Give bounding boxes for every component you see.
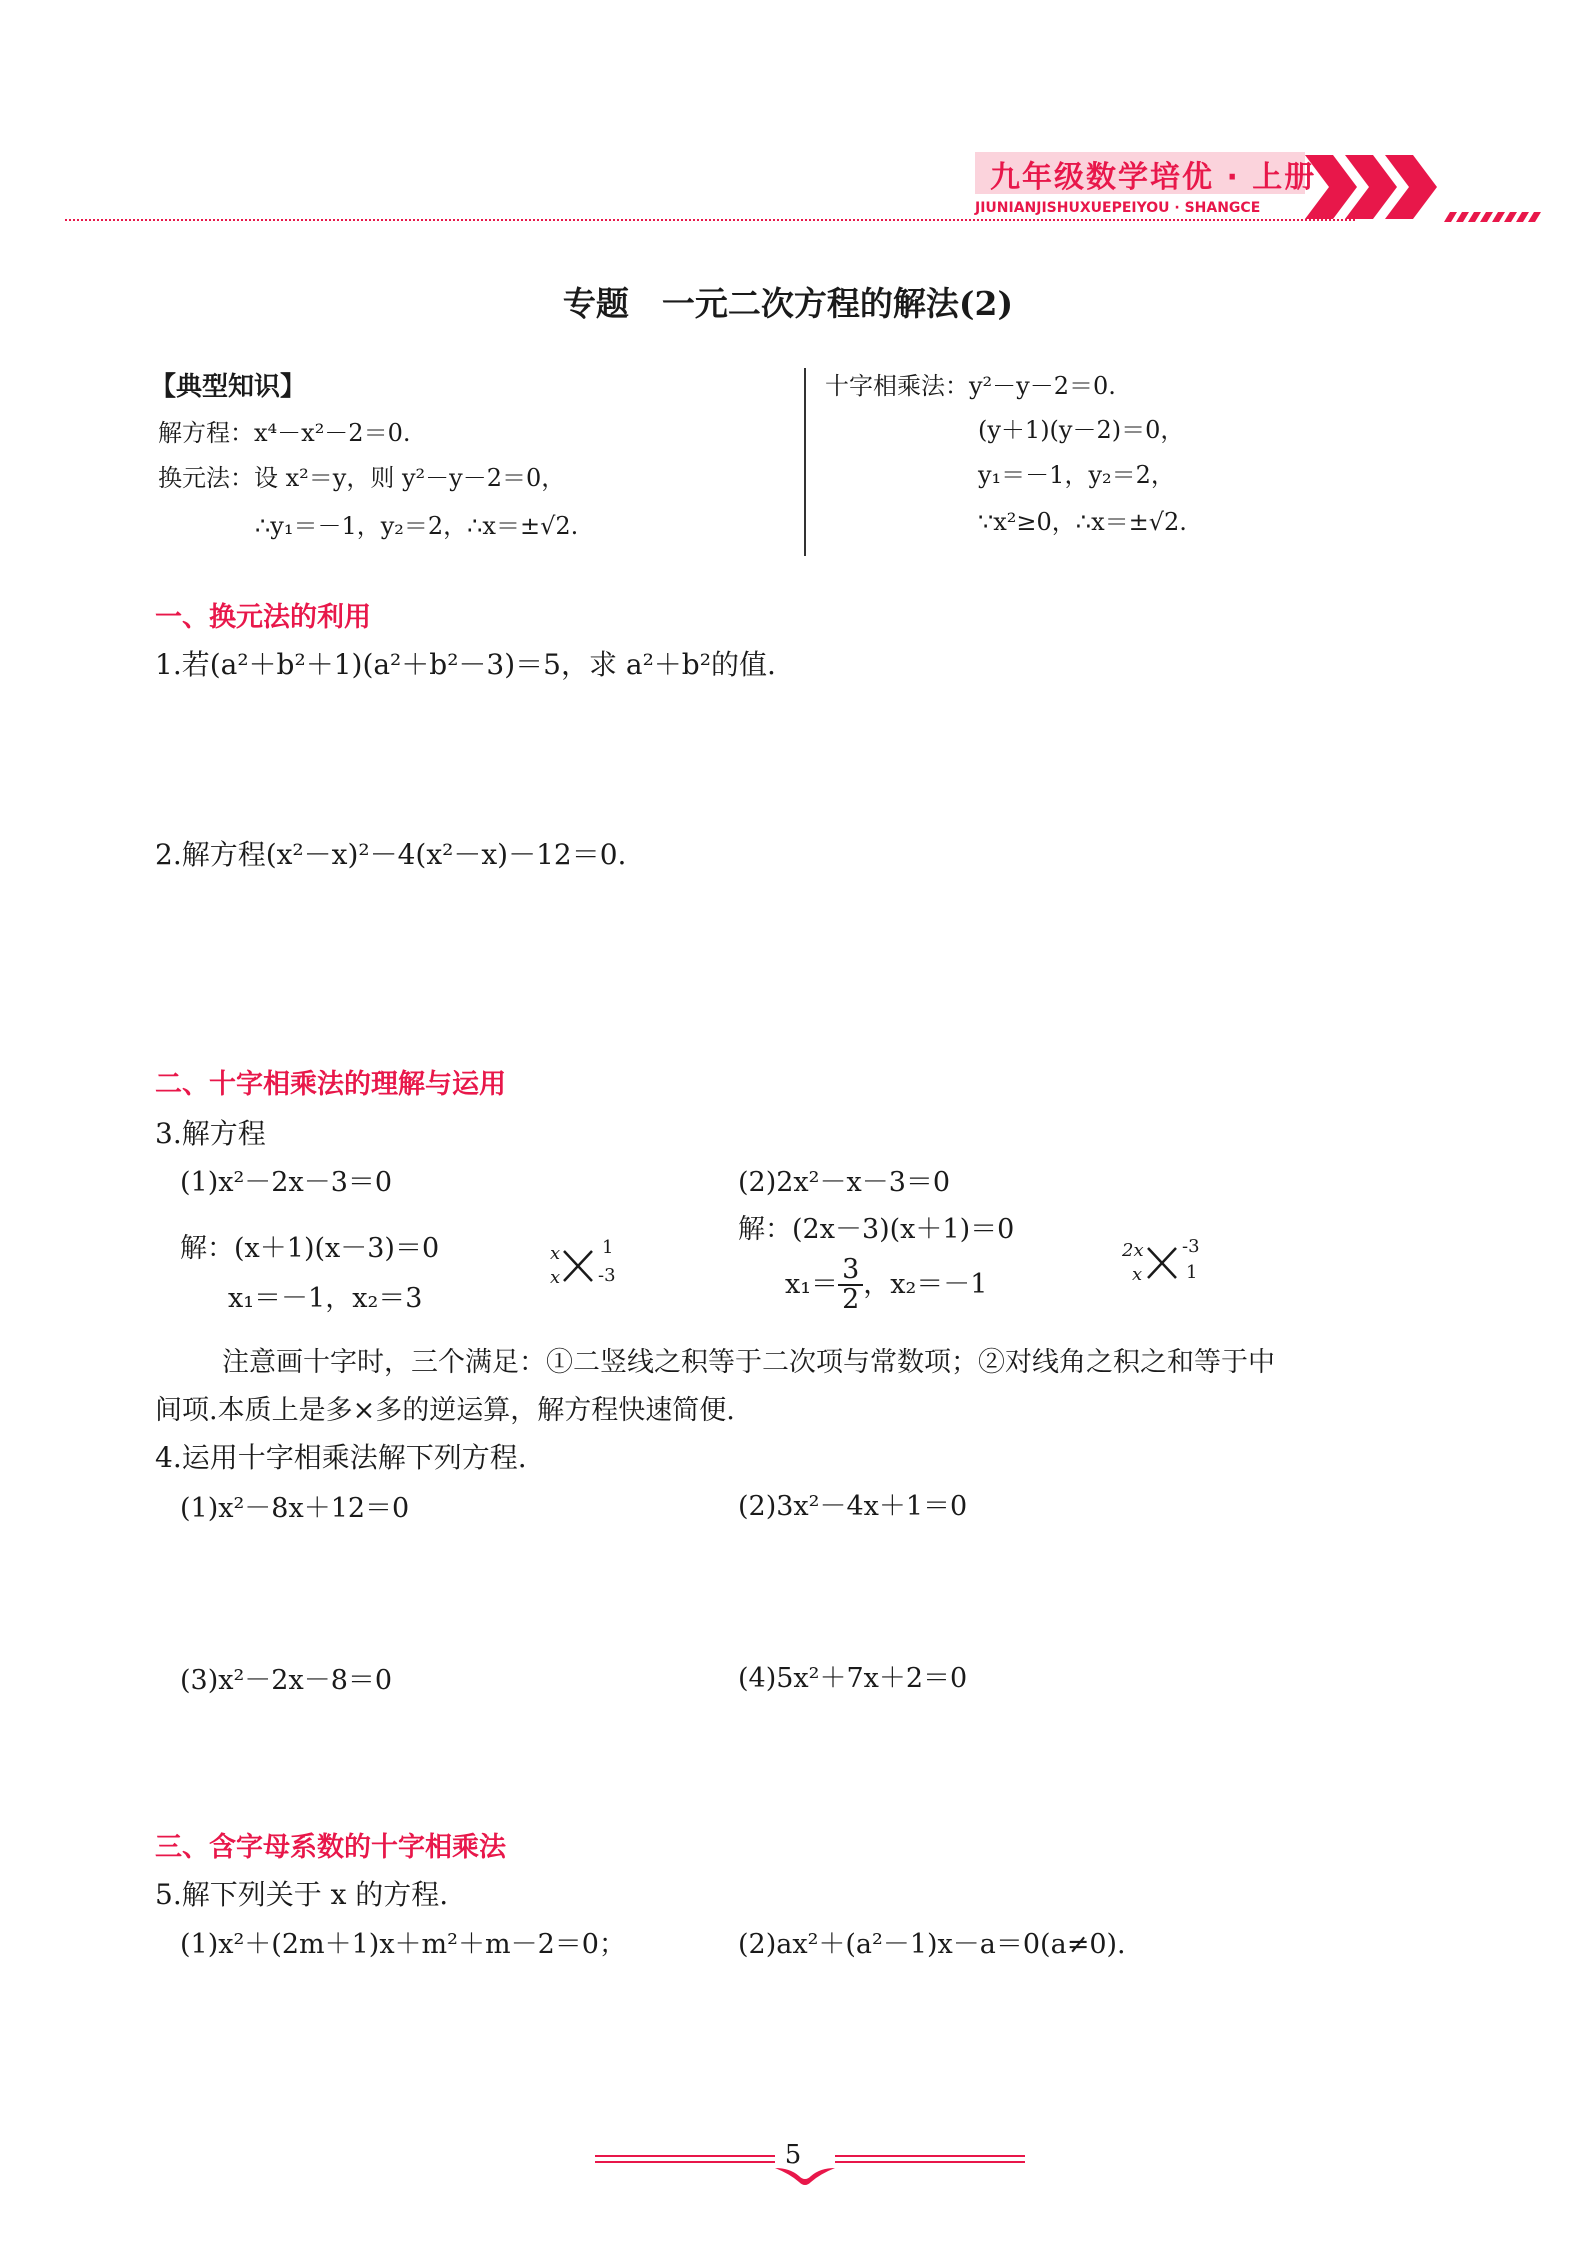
question-4-2: (2)3x²－4x＋1＝0 xyxy=(738,1491,968,1522)
knowledge-right-2: (y＋1)(y－2)＝0， xyxy=(978,416,1185,444)
question-5: 5.解下列关于 x 的方程. xyxy=(155,1878,449,1911)
question-4: 4.运用十字相乘法解下列方程. xyxy=(155,1441,527,1474)
question-4-4: (4)5x²＋7x＋2＝0 xyxy=(738,1663,968,1694)
cross-label: 1 xyxy=(602,1237,614,1258)
example-2-solution: 解：(2x－3)(x＋1)＝0 xyxy=(738,1214,1015,1245)
example-2-roots xyxy=(785,1256,987,1315)
page-number: 5 xyxy=(784,2140,802,2170)
question-4-1: (1)x²－8x＋12＝0 xyxy=(180,1493,410,1524)
footer-ornament xyxy=(585,2138,1035,2188)
question-2: 2.解方程(x²－x)²－4(x²－x)－12＝0. xyxy=(155,838,627,871)
section-3-heading: 三、含字母系数的十字相乘法 xyxy=(155,1832,506,1863)
knowledge-line-2: 换元法：设 x²＝y，则 y²－y－2＝0， xyxy=(158,464,566,492)
section-2-heading: 二、十字相乘法的理解与运用 xyxy=(155,1069,506,1100)
example-2-roots-suffix: ，x₂＝－1 xyxy=(863,1268,988,1300)
cross-label: x xyxy=(550,1267,561,1288)
question-5-1: (1)x²＋(2m＋1)x＋m²＋m－2＝0； xyxy=(180,1929,626,1960)
cross-label: 2x xyxy=(1122,1240,1144,1261)
cross-label: -3 xyxy=(1182,1236,1200,1257)
example-1-roots: x₁＝－1，x₂＝3 xyxy=(228,1283,423,1314)
header-subtitle: JIUNIANJISHUXUEPEIYOU · SHANGCE xyxy=(975,200,1261,216)
knowledge-line-1: 解方程：x⁴－x²－2＝0. xyxy=(158,419,411,447)
cross-label: -3 xyxy=(598,1265,616,1286)
knowledge-divider xyxy=(804,368,806,556)
cross-label: 1 xyxy=(1186,1262,1198,1283)
example-1-solution: 解：(x＋1)(x－3)＝0 xyxy=(180,1233,440,1264)
fraction xyxy=(838,1256,863,1315)
question-3: 3.解方程 xyxy=(155,1117,266,1150)
cross-label: x xyxy=(1132,1264,1143,1285)
question-1: 1.若(a²＋b²＋1)(a²＋b²－3)＝5，求 a²＋b²的值. xyxy=(155,648,776,681)
knowledge-right-4: ∵x²≥0，∴x＝±√2. xyxy=(978,508,1187,536)
example-2-roots-prefix: x₁＝ xyxy=(785,1268,839,1300)
cross-multiply-icon xyxy=(562,1249,594,1283)
fraction-numerator: 3 xyxy=(838,1256,863,1286)
example-2-problem: (2)2x²－x－3＝0 xyxy=(738,1167,951,1198)
fraction-denominator: 2 xyxy=(842,1284,860,1316)
note-line-1: 注意画十字时，三个满足：①二竖线之积等于二次项与常数项；②对线角之积之和等于中 xyxy=(222,1347,1275,1378)
page-title: 专题 一元二次方程的解法(2) xyxy=(562,284,1014,323)
cross-label: x xyxy=(550,1243,561,1264)
header-divider xyxy=(65,219,1355,221)
header-chevron-icon xyxy=(1305,150,1555,225)
question-4-3: (3)x²－2x－8＝0 xyxy=(180,1665,393,1696)
question-5-2: (2)ax²＋(a²－1)x－a＝0(a≠0). xyxy=(738,1929,1126,1960)
knowledge-heading: 【典型知识】 xyxy=(150,372,307,402)
knowledge-right-3: y₁＝－1，y₂＝2， xyxy=(978,461,1175,489)
header-title: 九年级数学培优 · 上册 xyxy=(990,160,1317,195)
note-line-2: 间项.本质上是多×多的逆运算，解方程快速简便. xyxy=(155,1395,735,1426)
knowledge-right-1: 十字相乘法：y²－y－2＝0. xyxy=(825,372,1116,400)
section-1-heading: 一、换元法的利用 xyxy=(155,602,371,633)
cross-multiply-icon xyxy=(1146,1246,1178,1280)
example-1-problem: (1)x²－2x－3＝0 xyxy=(180,1167,393,1198)
knowledge-line-3: ∴y₁＝－1，y₂＝2，∴x＝±√2. xyxy=(255,512,579,540)
